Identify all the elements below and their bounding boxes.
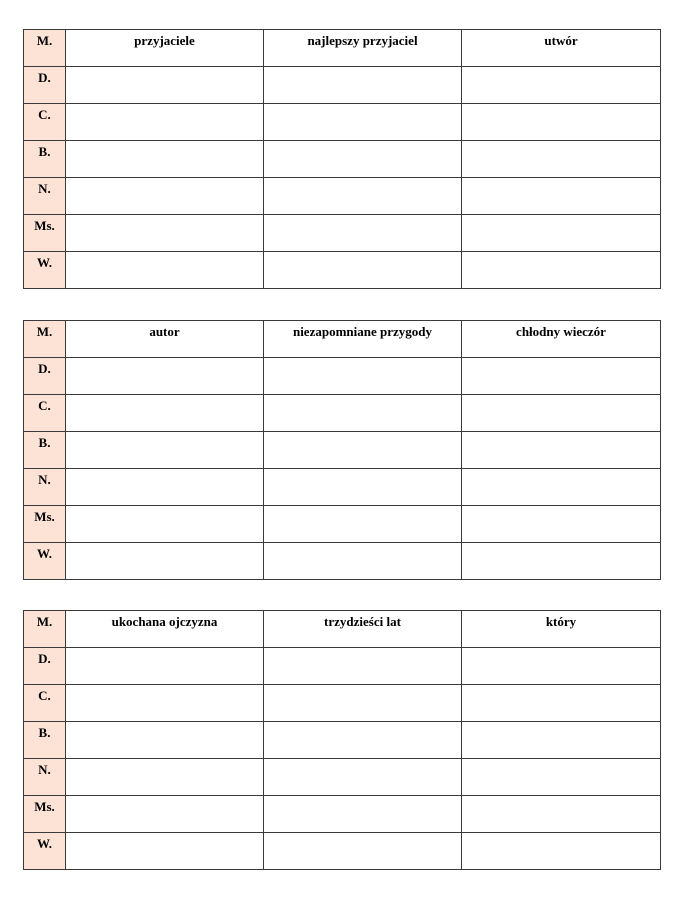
declension-table-2: [23, 320, 660, 580]
case-label: Ms.: [34, 218, 55, 233]
column-header-text: który: [545, 614, 577, 629]
case-label: W.: [36, 255, 53, 270]
case-row: [24, 104, 661, 141]
answer-cell[interactable]: [264, 685, 462, 722]
declension-table-3: [23, 610, 660, 870]
column-header: [264, 321, 462, 358]
answer-cell[interactable]: [66, 759, 264, 796]
case-label-cell: [24, 178, 66, 215]
case-label-cell: [24, 796, 66, 833]
answer-cell[interactable]: [462, 469, 661, 506]
case-label-cell: [24, 833, 66, 870]
case-row: [24, 358, 661, 395]
case-row: [24, 648, 661, 685]
case-label-cell: [24, 358, 66, 395]
column-header: [66, 611, 264, 648]
case-label-cell: [24, 215, 66, 252]
header-row: [24, 321, 661, 358]
answer-cell[interactable]: [462, 833, 661, 870]
column-header: [66, 321, 264, 358]
case-label: D.: [38, 651, 51, 666]
case-label-cell: [24, 67, 66, 104]
column-header-text: utwór: [544, 33, 578, 48]
case-label-cell: [24, 611, 66, 648]
answer-cell[interactable]: [264, 178, 462, 215]
column-header-text: ukochana ojczyzna: [111, 614, 218, 629]
case-label: D.: [38, 70, 51, 85]
answer-cell[interactable]: [66, 648, 264, 685]
case-label-cell: [24, 759, 66, 796]
column-header-text: chłodny wieczór: [516, 324, 606, 339]
answer-cell[interactable]: [264, 543, 462, 580]
case-row: [24, 141, 661, 178]
column-header-text: autor: [149, 324, 180, 339]
column-header: [66, 30, 264, 67]
answer-cell[interactable]: [264, 506, 462, 543]
answer-cell[interactable]: [462, 358, 661, 395]
case-label: Ms.: [34, 799, 55, 814]
declension-grid: [23, 320, 661, 580]
column-header: [264, 30, 462, 67]
case-row: [24, 543, 661, 580]
answer-cell[interactable]: [264, 759, 462, 796]
case-label: Ms.: [34, 509, 55, 524]
case-label-cell: [24, 141, 66, 178]
answer-cell[interactable]: [66, 104, 264, 141]
case-label-cell: [24, 30, 66, 67]
answer-cell[interactable]: [264, 648, 462, 685]
answer-cell[interactable]: [66, 252, 264, 289]
case-row: [24, 506, 661, 543]
answer-cell[interactable]: [264, 432, 462, 469]
case-label-cell: [24, 722, 66, 759]
answer-cell[interactable]: [66, 722, 264, 759]
answer-cell[interactable]: [264, 469, 462, 506]
case-label: B.: [38, 725, 51, 740]
case-label-cell: [24, 469, 66, 506]
case-label-cell: [24, 395, 66, 432]
answer-cell[interactable]: [462, 759, 661, 796]
answer-cell[interactable]: [462, 543, 661, 580]
answer-cell[interactable]: [66, 358, 264, 395]
case-row: [24, 215, 661, 252]
answer-cell[interactable]: [264, 141, 462, 178]
case-row: [24, 395, 661, 432]
case-row: [24, 759, 661, 796]
case-label: B.: [38, 144, 51, 159]
declension-grid: [23, 29, 661, 289]
answer-cell[interactable]: [462, 432, 661, 469]
answer-cell[interactable]: [66, 215, 264, 252]
column-header: [462, 30, 661, 67]
header-row: [24, 30, 661, 67]
answer-cell[interactable]: [264, 252, 462, 289]
answer-cell[interactable]: [66, 469, 264, 506]
answer-cell[interactable]: [462, 104, 661, 141]
case-row: [24, 685, 661, 722]
answer-cell[interactable]: [66, 395, 264, 432]
case-label-cell: [24, 104, 66, 141]
case-label: M.: [36, 614, 53, 629]
case-label: C.: [38, 688, 51, 703]
answer-cell[interactable]: [264, 395, 462, 432]
answer-cell[interactable]: [264, 67, 462, 104]
answer-cell[interactable]: [462, 685, 661, 722]
case-label: N.: [38, 472, 51, 487]
case-row: [24, 722, 661, 759]
column-header-text: niezapomniane przygody: [292, 324, 433, 339]
column-header: [462, 611, 661, 648]
column-header-text: najlepszy przyjaciel: [307, 33, 418, 48]
answer-cell[interactable]: [66, 506, 264, 543]
column-header-text: przyjaciele: [134, 33, 195, 48]
case-label: W.: [36, 836, 53, 851]
answer-cell[interactable]: [462, 141, 661, 178]
answer-cell[interactable]: [462, 722, 661, 759]
case-label-cell: [24, 252, 66, 289]
answer-cell[interactable]: [66, 833, 264, 870]
case-label-cell: [24, 506, 66, 543]
case-row: [24, 833, 661, 870]
case-label: C.: [38, 398, 51, 413]
case-row: [24, 67, 661, 104]
case-label-cell: [24, 543, 66, 580]
case-row: [24, 432, 661, 469]
column-header: [462, 321, 661, 358]
case-row: [24, 178, 661, 215]
answer-cell[interactable]: [66, 685, 264, 722]
case-label: M.: [36, 324, 53, 339]
answer-cell[interactable]: [462, 178, 661, 215]
case-label-cell: [24, 685, 66, 722]
answer-cell[interactable]: [66, 432, 264, 469]
case-label: W.: [36, 546, 53, 561]
case-label: N.: [38, 181, 51, 196]
answer-cell[interactable]: [66, 543, 264, 580]
case-row: [24, 469, 661, 506]
case-label: N.: [38, 762, 51, 777]
answer-cell[interactable]: [264, 358, 462, 395]
case-label-cell: [24, 321, 66, 358]
answer-cell[interactable]: [264, 796, 462, 833]
case-label: D.: [38, 361, 51, 376]
answer-cell[interactable]: [462, 648, 661, 685]
column-header-text: trzydzieści lat: [324, 614, 401, 629]
answer-cell[interactable]: [462, 67, 661, 104]
answer-cell[interactable]: [264, 833, 462, 870]
answer-cell[interactable]: [66, 178, 264, 215]
answer-cell[interactable]: [462, 252, 661, 289]
answer-cell[interactable]: [264, 104, 462, 141]
declension-table-1: [23, 29, 660, 289]
case-label: B.: [38, 435, 51, 450]
declension-grid: [23, 610, 661, 870]
case-label: C.: [38, 107, 51, 122]
answer-cell[interactable]: [462, 506, 661, 543]
answer-cell[interactable]: [264, 215, 462, 252]
answer-cell[interactable]: [66, 141, 264, 178]
answer-cell[interactable]: [66, 796, 264, 833]
case-label: M.: [36, 33, 53, 48]
column-header: [264, 611, 462, 648]
header-row: [24, 611, 661, 648]
answer-cell[interactable]: [462, 796, 661, 833]
case-row: [24, 252, 661, 289]
case-row: [24, 796, 661, 833]
answer-cell[interactable]: [462, 215, 661, 252]
answer-cell[interactable]: [66, 67, 264, 104]
answer-cell[interactable]: [462, 395, 661, 432]
case-label-cell: [24, 648, 66, 685]
case-label-cell: [24, 432, 66, 469]
answer-cell[interactable]: [264, 722, 462, 759]
